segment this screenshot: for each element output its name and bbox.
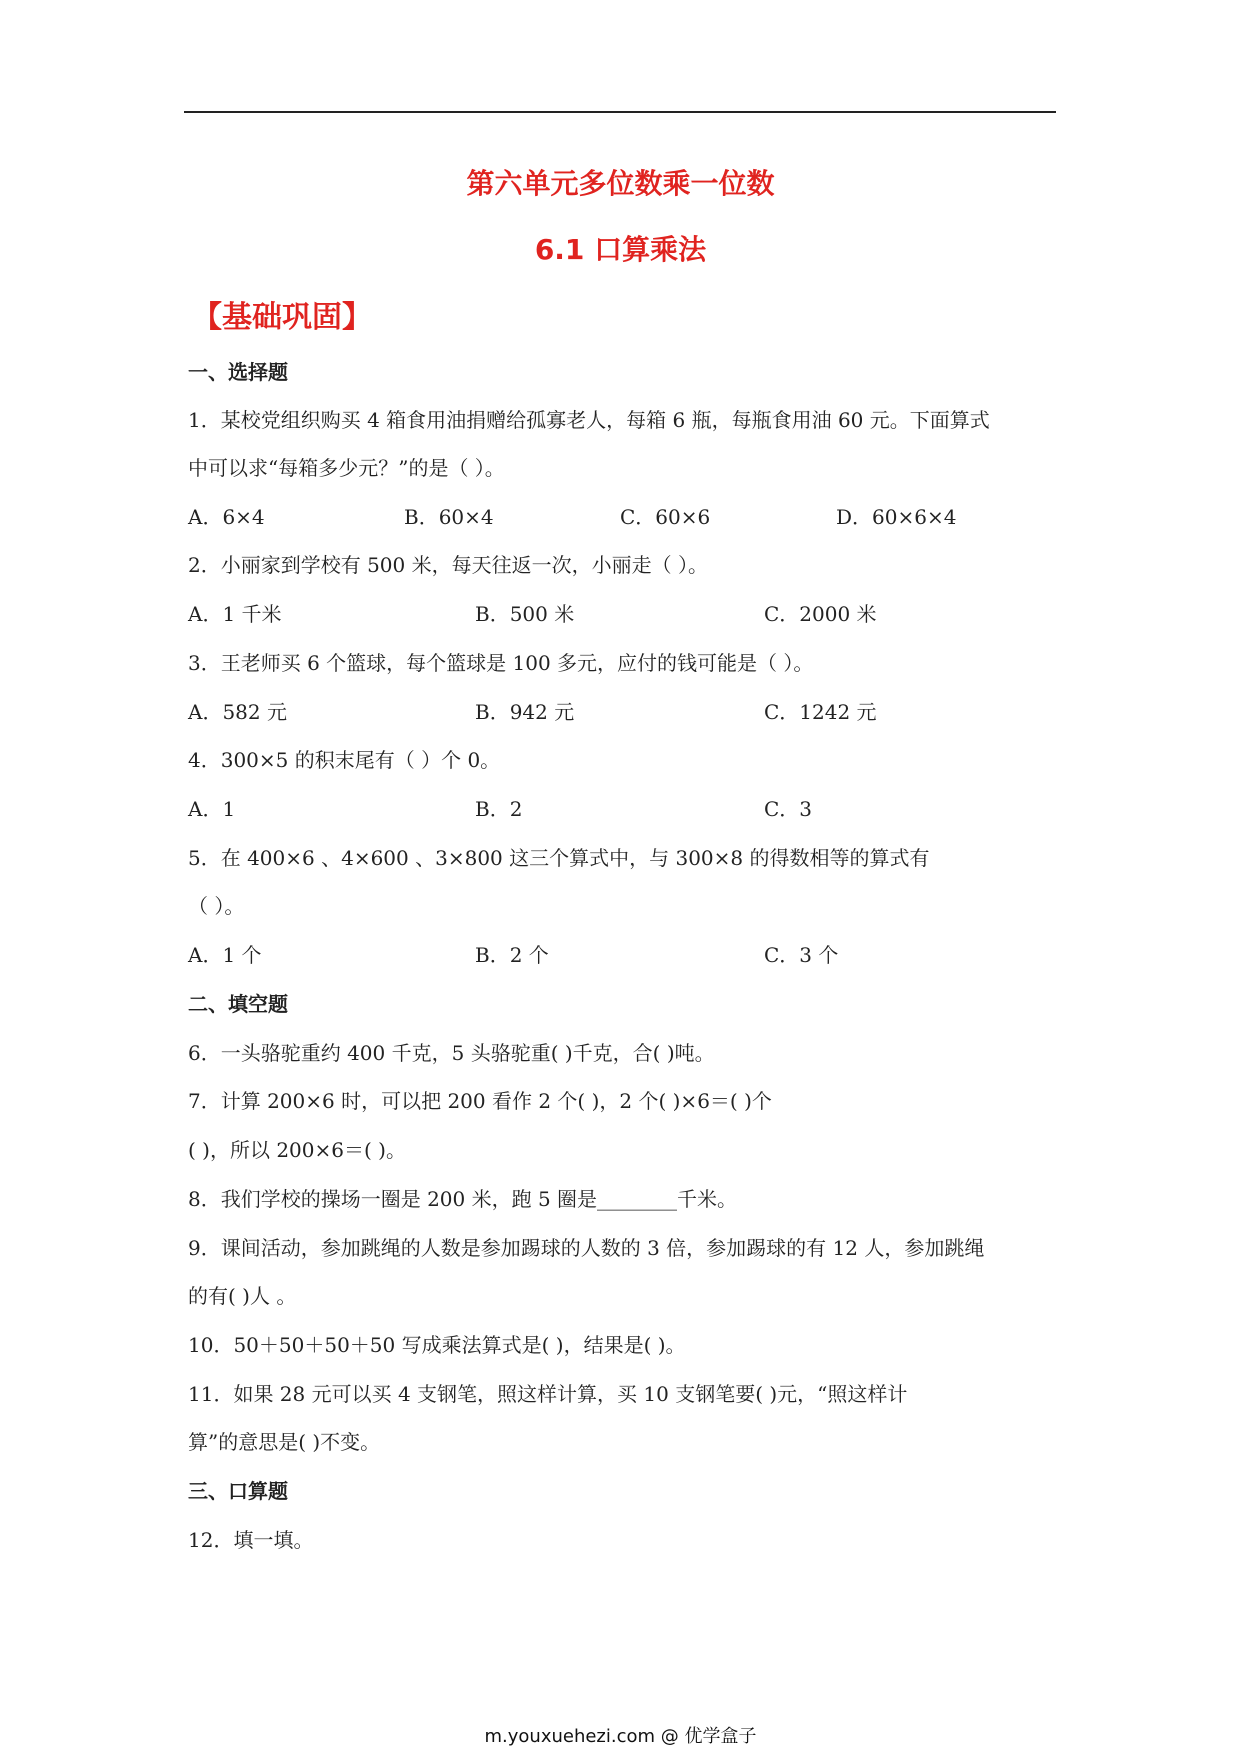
header-rule <box>184 111 1056 113</box>
question-2-option-b: B．500 米 <box>475 602 575 626</box>
question-12: 12．填一填。 <box>188 1528 314 1552</box>
question-11-line-1: 11．如果 28 元可以买 4 支钢笔，照这样计算，买 10 支钢笔要( )元，“照这样计 <box>188 1382 908 1406</box>
question-1-line-2: 中可以求“每箱多少元？”的是（ ）。 <box>188 456 505 480</box>
question-1-option-d: D．60×6×4 <box>836 505 957 529</box>
question-5-line-1: 5．在 400×6 、4×600 、3×800 这三个算式中，与 300×8 的得数相等的算式有 <box>188 846 930 870</box>
question-9-line-2: 的有( )人 。 <box>188 1284 297 1308</box>
question-6: 6．一头骆驼重约 400 千克，5 头骆驼重( )千克，合( )吨。 <box>188 1041 715 1065</box>
question-7-line-2: ( )，所以 200×6＝( )。 <box>188 1138 406 1162</box>
question-5-option-b: B．2 个 <box>475 943 549 967</box>
question-5-option-a: A．1 个 <box>188 943 262 967</box>
question-4-option-a: A．1 <box>188 797 236 821</box>
question-7-line-1: 7．计算 200×6 时，可以把 200 看作 2 个( )，2 个( )×6＝( )个 <box>188 1089 772 1113</box>
part-heading-choice: 一、选择题 <box>188 360 288 384</box>
question-1-option-a: A．6×4 <box>188 505 265 529</box>
question-1-line-1: 1．某校党组织购买 4 箱食用油捐赠给孤寡老人，每箱 6 瓶，每瓶食用油 60 元。下面算式 <box>188 408 990 432</box>
question-3: 3．王老师买 6 个篮球，每个篮球是 100 多元，应付的钱可能是（ ）。 <box>188 651 814 675</box>
question-10: 10．50＋50＋50＋50 写成乘法算式是( )，结果是( )。 <box>188 1333 686 1357</box>
part-heading-fill-blank: 二、填空题 <box>188 992 288 1016</box>
question-3-option-c: C．1242 元 <box>764 700 877 724</box>
question-9-line-1: 9．课间活动，参加跳绳的人数是参加踢球的人数的 3 倍，参加踢球的有 12 人，参加跳绳 <box>188 1236 985 1260</box>
unit-title: 第六单元多位数乘一位数 <box>466 167 775 200</box>
part-heading-oral-calc: 三、口算题 <box>188 1479 288 1503</box>
question-4: 4．300×5 的积末尾有（ ）个 0。 <box>188 748 501 772</box>
question-4-option-c: C．3 <box>764 797 813 821</box>
question-1-option-b: B．60×4 <box>404 505 494 529</box>
question-1-option-c: C．60×6 <box>620 505 711 529</box>
question-4-option-b: B．2 <box>475 797 523 821</box>
question-5-option-c: C．3 个 <box>764 943 839 967</box>
question-11-line-2: 算”的意思是( )不变。 <box>188 1430 381 1454</box>
question-3-option-a: A．582 元 <box>188 700 287 724</box>
lesson-title: 6.1 口算乘法 <box>534 233 707 266</box>
question-2-option-a: A．1 千米 <box>188 602 282 626</box>
question-2-option-c: C．2000 米 <box>764 602 877 626</box>
question-5-line-2: （ ）。 <box>188 894 245 918</box>
question-8: 8．我们学校的操场一圈是 200 米，跑 5 圈是________千米。 <box>188 1187 738 1211</box>
section-heading: 【基础巩固】 <box>192 300 372 335</box>
footer-watermark: m.youxuehezi.com @ 优学盒子 <box>484 1726 757 1747</box>
question-2: 2．小丽家到学校有 500 米，每天往返一次，小丽走（ ）。 <box>188 553 708 577</box>
question-3-option-b: B．942 元 <box>475 700 575 724</box>
